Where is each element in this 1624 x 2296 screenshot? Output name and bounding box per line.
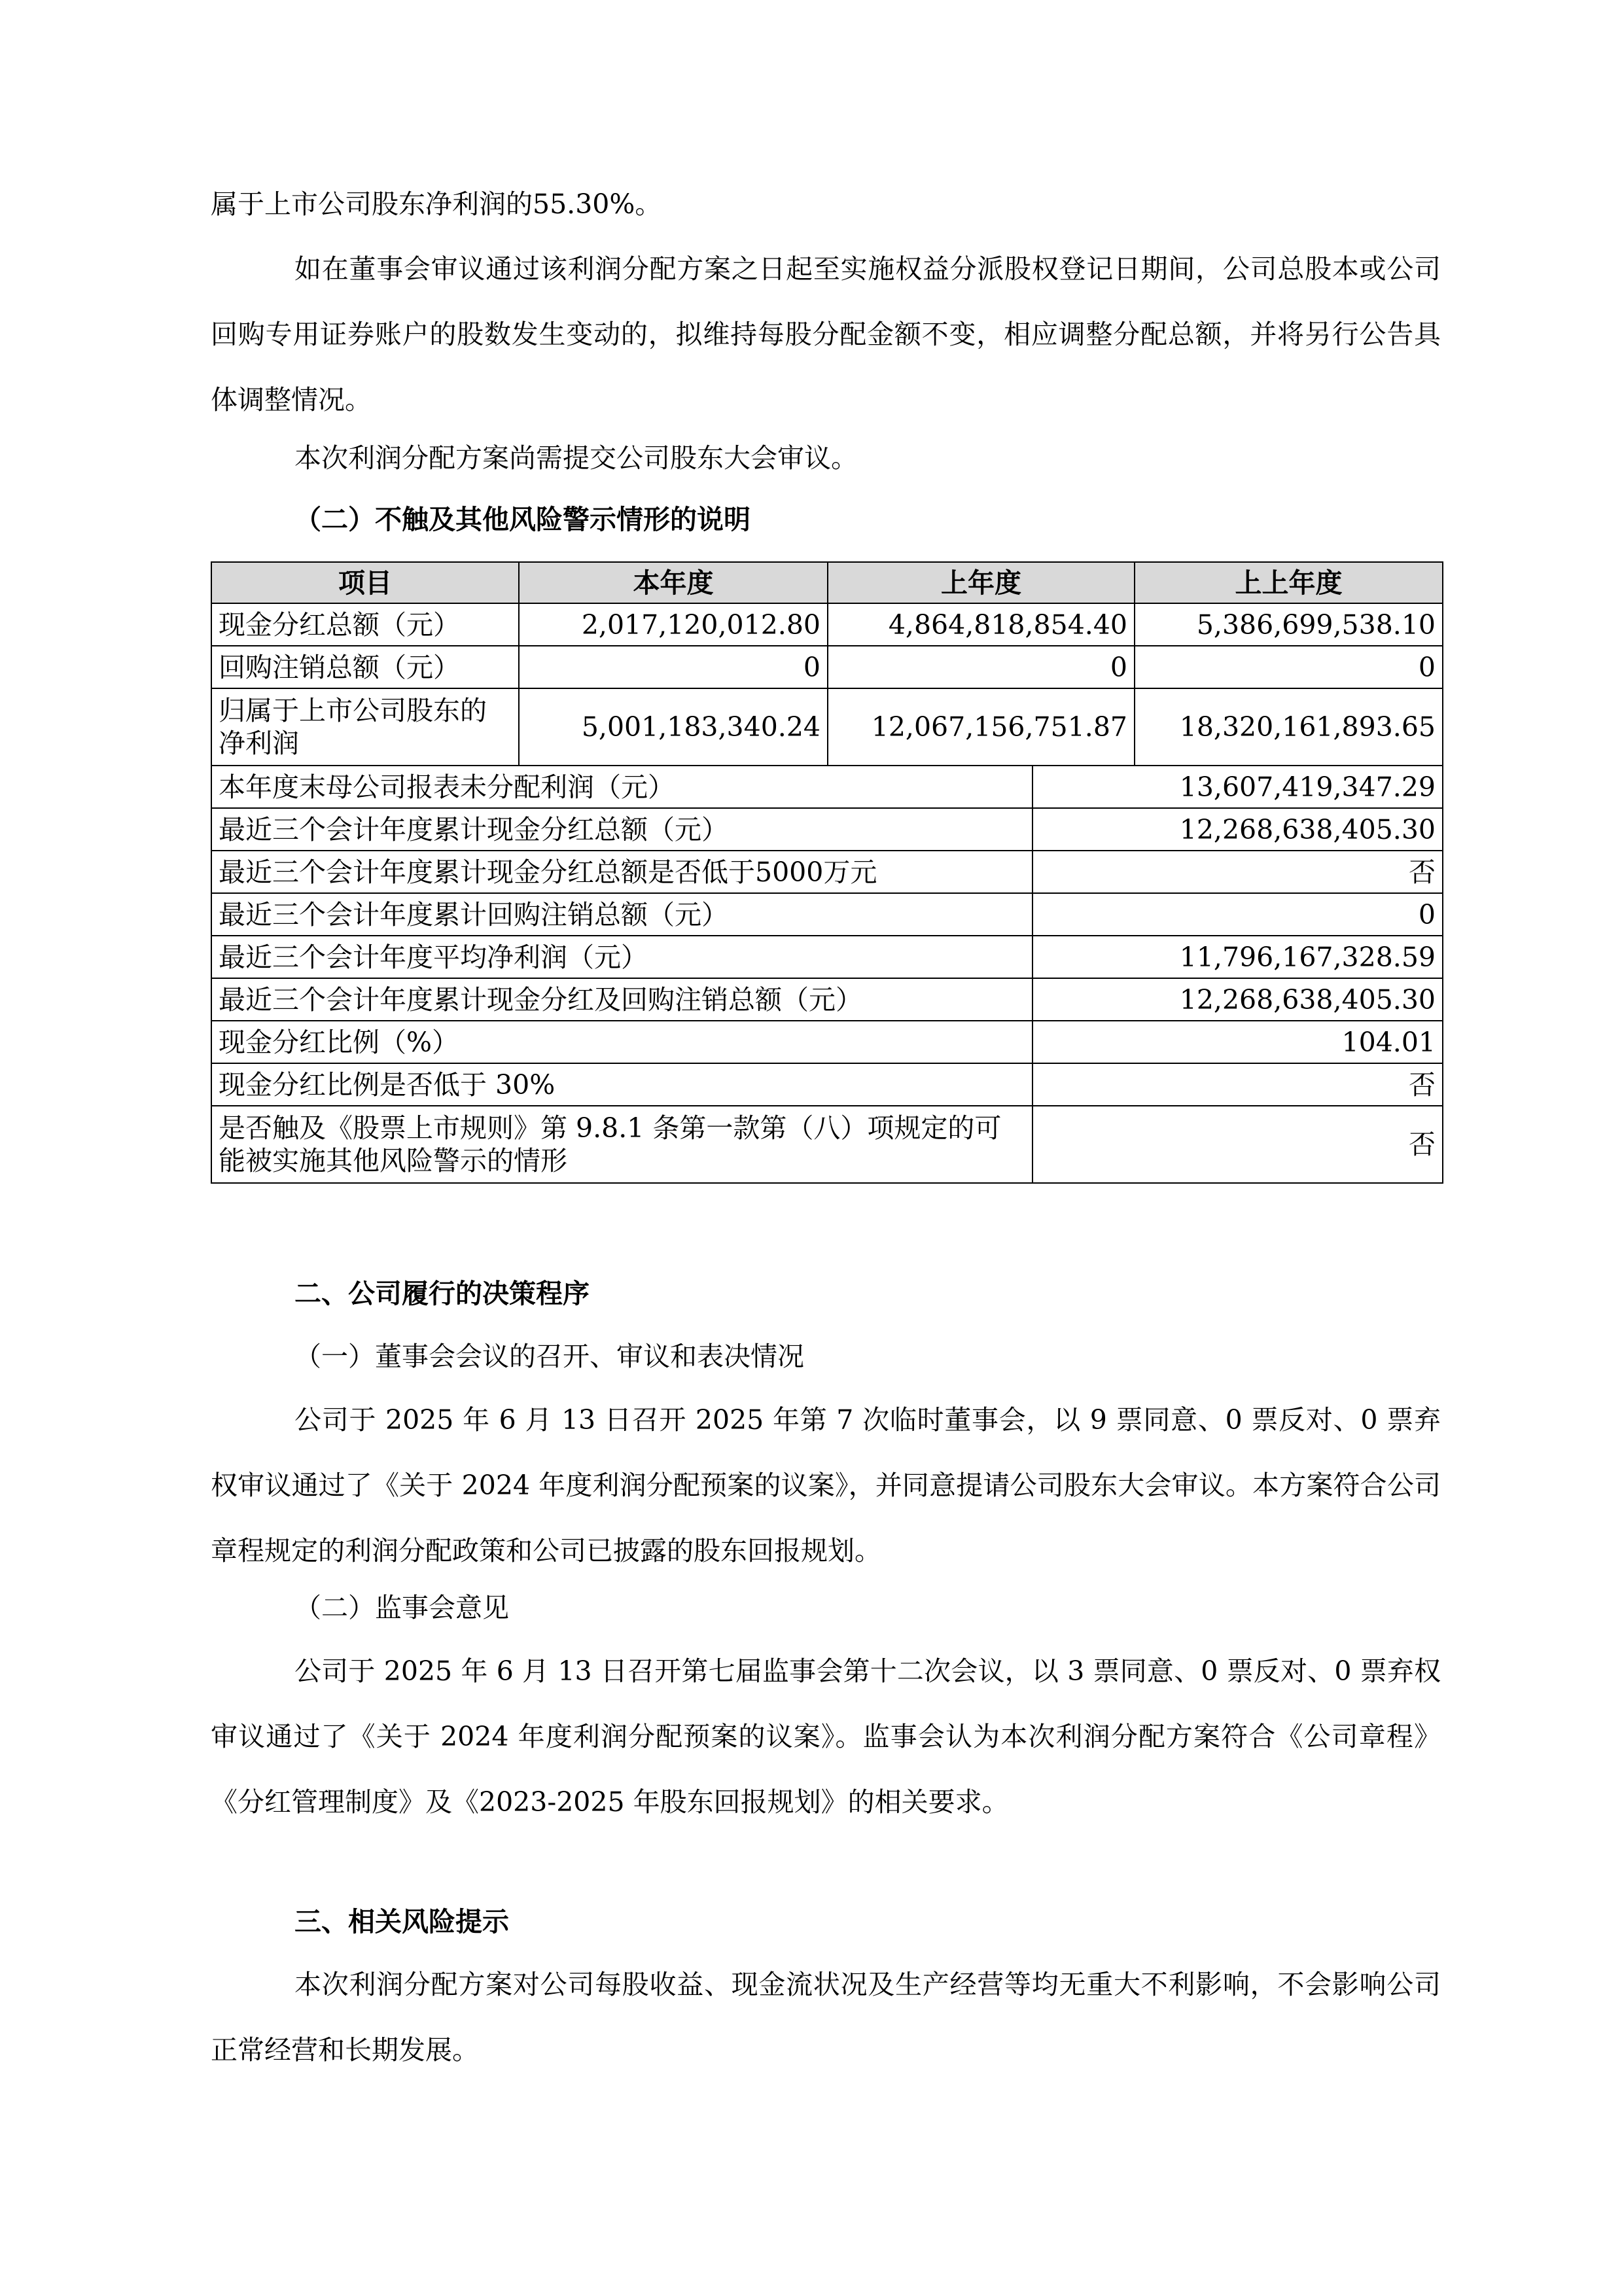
row-label: 最近三个会计年度累计回购注销总额（元） bbox=[211, 893, 1033, 936]
cell-value: 12,067,156,751.87 bbox=[828, 688, 1135, 766]
table-row bbox=[211, 851, 1443, 893]
row-label: 最近三个会计年度累计现金分红总额是否低于5000万元 bbox=[211, 851, 1033, 893]
subheading-risk-warning: （二）不触及其他风险警示情形的说明 bbox=[294, 504, 750, 535]
cell-value: 0 bbox=[1033, 893, 1443, 936]
cell-value: 12,268,638,405.30 bbox=[1033, 978, 1443, 1021]
paragraph-supervisory-board: 公司于 2025 年 6 月 13 日召开第七届监事会第十二次会议，以 3 票同意、0 票反对、0 票弃权审议通过了《关于 2024 年度利润分配预案的议案》。监事会认为本次利润分配方案符合《公司章程》《分红管理制度》及《2023-2025 年股东回报规划》的相关要求。 bbox=[211, 1655, 1441, 1818]
row-label: 归属于上市公司股东的净利润 bbox=[211, 688, 519, 766]
cell-value: 否 bbox=[1033, 851, 1443, 893]
table-row bbox=[211, 1106, 1443, 1183]
cell-value: 否 bbox=[1033, 1063, 1443, 1106]
header-last-year: 上年度 bbox=[828, 562, 1135, 603]
paragraph-profit-ratio: 属于上市公司股东净利润的55.30%。 bbox=[211, 188, 662, 220]
cell-value: 4,864,818,854.40 bbox=[828, 603, 1135, 646]
paragraph-board-meeting: 公司于 2025 年 6 月 13 日召开 2025 年第 7 次临时董事会，以 9 票同意、0 票反对、0 票弃权审议通过了《关于 2024 年度利润分配预案的议案》，并同意提请公司股东大会审议。本方案符合公司章程规定的利润分配政策和公司已披露的股东回报规划。 bbox=[211, 1404, 1441, 1566]
table-header-row bbox=[211, 562, 1443, 603]
table-row bbox=[211, 603, 1443, 646]
cell-value: 18,320,161,893.65 bbox=[1135, 688, 1443, 766]
cell-value: 0 bbox=[519, 646, 828, 688]
cell-value: 11,796,167,328.59 bbox=[1033, 936, 1443, 978]
row-label: 最近三个会计年度平均净利润（元） bbox=[211, 936, 1033, 978]
paragraph-shareholder-approval: 本次利润分配方案尚需提交公司股东大会审议。 bbox=[294, 442, 858, 474]
row-label: 本年度末母公司报表未分配利润（元） bbox=[211, 766, 1033, 808]
subheading-supervisory-board: （二）监事会意见 bbox=[294, 1592, 509, 1623]
row-label: 是否触及《股票上市规则》第 9.8.1 条第一款第（八）项规定的可能被实施其他风险警示的情形 bbox=[211, 1106, 1033, 1183]
section-heading-risk: 三、相关风险提示 bbox=[294, 1906, 509, 1937]
table-row bbox=[211, 1063, 1443, 1106]
table-row bbox=[211, 936, 1443, 978]
header-year-before-last: 上上年度 bbox=[1135, 562, 1443, 603]
cell-value: 104.01 bbox=[1033, 1021, 1443, 1063]
row-label: 现金分红总额（元） bbox=[211, 603, 519, 646]
cell-value: 13,607,419,347.29 bbox=[1033, 766, 1443, 808]
row-label: 现金分红比例是否低于 30% bbox=[211, 1063, 1033, 1106]
row-label: 最近三个会计年度累计现金分红总额（元） bbox=[211, 808, 1033, 851]
row-label: 现金分红比例（%） bbox=[211, 1021, 1033, 1063]
table-row bbox=[211, 808, 1443, 851]
table-row bbox=[211, 688, 1443, 766]
cell-value: 0 bbox=[828, 646, 1135, 688]
paragraph-risk: 本次利润分配方案对公司每股收益、现金流状况及生产经营等均无重大不利影响，不会影响公司正常经营和长期发展。 bbox=[211, 1969, 1441, 2066]
table-row bbox=[211, 766, 1443, 808]
cell-value: 否 bbox=[1033, 1106, 1443, 1183]
paragraph-share-change: 如在董事会审议通过该利润分配方案之日起至实施权益分派股权登记日期间，公司总股本或公司回购专用证券账户的股数发生变动的，拟维持每股分配金额不变，相应调整分配总额，并将另行公告具体调整情况。 bbox=[211, 253, 1441, 415]
subheading-board-meeting: （一）董事会会议的召开、审议和表决情况 bbox=[294, 1341, 804, 1372]
row-label: 最近三个会计年度累计现金分红及回购注销总额（元） bbox=[211, 978, 1033, 1021]
cell-value: 0 bbox=[1135, 646, 1443, 688]
cell-value: 2,017,120,012.80 bbox=[519, 603, 828, 646]
cell-value: 12,268,638,405.30 bbox=[1033, 808, 1443, 851]
header-this-year: 本年度 bbox=[519, 562, 828, 603]
cell-value: 5,386,699,538.10 bbox=[1135, 603, 1443, 646]
header-item: 项目 bbox=[211, 562, 519, 603]
table-row bbox=[211, 978, 1443, 1021]
section-heading-decision: 二、公司履行的决策程序 bbox=[294, 1278, 590, 1309]
row-label: 回购注销总额（元） bbox=[211, 646, 519, 688]
table-row bbox=[211, 1021, 1443, 1063]
dividend-table bbox=[211, 561, 1443, 1184]
table-row bbox=[211, 893, 1443, 936]
cell-value: 5,001,183,340.24 bbox=[519, 688, 828, 766]
table-row bbox=[211, 646, 1443, 688]
